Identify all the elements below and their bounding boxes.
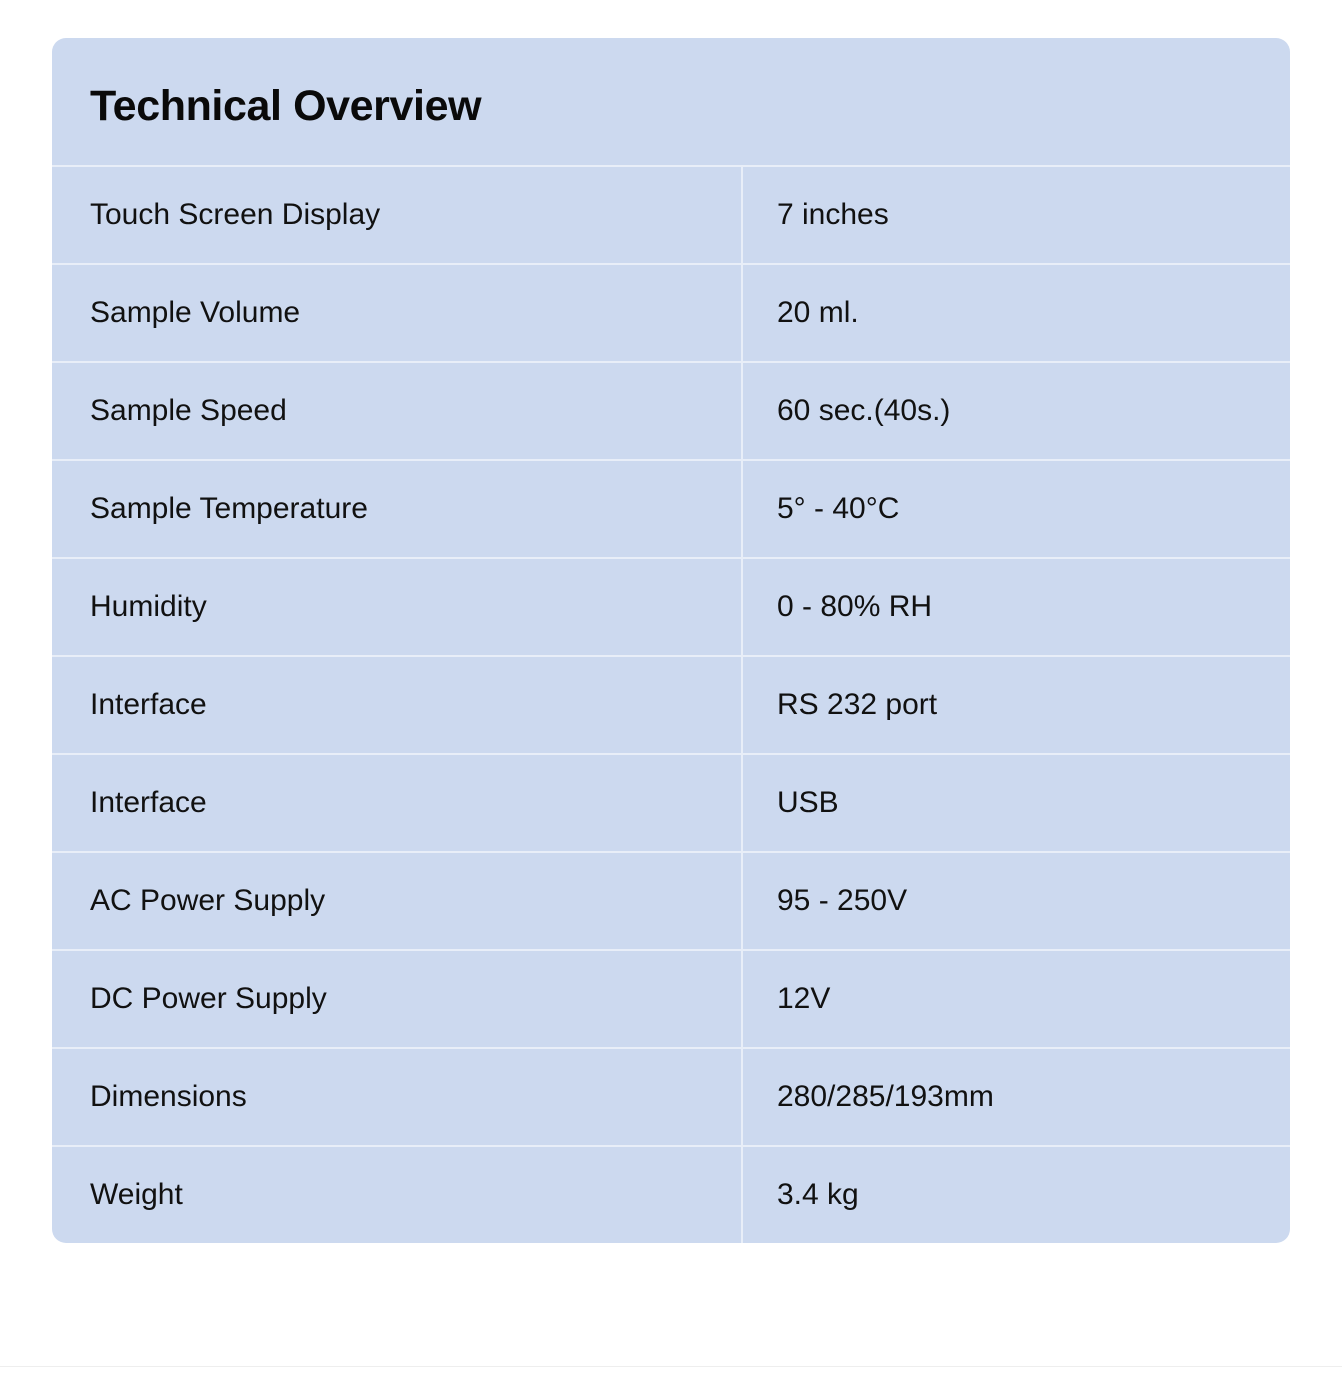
spec-label: Interface	[52, 754, 742, 852]
spec-value: USB	[777, 786, 839, 820]
spec-label: Dimensions	[52, 1048, 742, 1146]
spec-value: 20 ml.	[777, 296, 859, 330]
table-row	[52, 460, 1290, 558]
spec-label: Humidity	[52, 558, 742, 656]
spec-value: 5° - 40°C	[777, 492, 900, 526]
technical-overview-card	[52, 38, 1290, 1243]
table-row	[52, 852, 1290, 950]
table-row	[52, 166, 1290, 264]
page-bottom-divider	[0, 1366, 1342, 1395]
table-row	[52, 656, 1290, 754]
table-row	[52, 264, 1290, 362]
spec-label: Sample Temperature	[52, 460, 742, 558]
table-body	[52, 166, 1290, 1243]
spec-value: 280/285/193mm	[777, 1080, 994, 1114]
spec-value: 3.4 kg	[777, 1178, 859, 1212]
table-row	[52, 754, 1290, 852]
spec-label: Weight	[52, 1146, 742, 1243]
table-row	[52, 1048, 1290, 1146]
spec-value: 60 sec.(40s.)	[777, 394, 951, 428]
table-row	[52, 362, 1290, 460]
spec-value: 7 inches	[777, 198, 889, 232]
spec-value: 0 - 80% RH	[777, 590, 933, 624]
spec-label: Interface	[52, 656, 742, 754]
table-row	[52, 950, 1290, 1048]
spec-value: 95 - 250V	[777, 884, 908, 918]
spec-label: AC Power Supply	[52, 852, 742, 950]
spec-label: Touch Screen Display	[52, 166, 742, 264]
page-title: Technical Overview	[90, 82, 482, 130]
spec-value: RS 232 port	[777, 688, 938, 722]
table-row	[52, 558, 1290, 656]
table-row	[52, 1146, 1290, 1243]
specifications-table	[52, 165, 1290, 1243]
spec-label: Sample Volume	[52, 264, 742, 362]
spec-label: Sample Speed	[52, 362, 742, 460]
spec-label: DC Power Supply	[52, 950, 742, 1048]
spec-value: 12V	[777, 982, 831, 1016]
